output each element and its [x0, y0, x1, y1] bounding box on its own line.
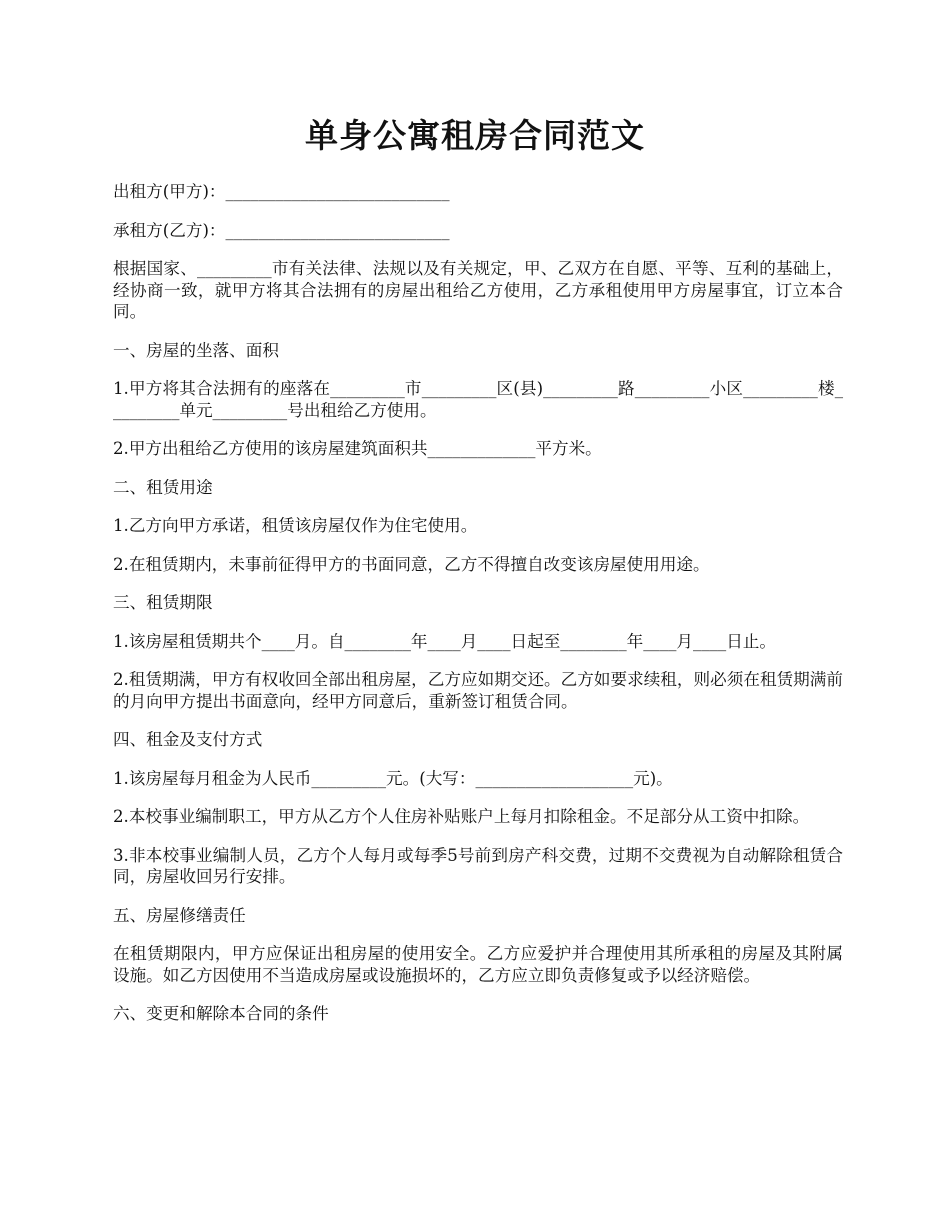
document-title: 单身公寓租房合同范文	[305, 116, 645, 155]
section-heading-location: 一、房屋的坐落、面积	[113, 340, 279, 360]
clause-rent-1: 1.该房屋每月租金为人民币_________元。(大写：___________________元)。	[113, 768, 673, 788]
section-heading-termination: 六、变更和解除本合同的条件	[113, 1004, 329, 1023]
clause-rent-2: 2.本校事业编制职工，甲方从乙方个人住房补贴账户上每月扣除租金。不足部分从工资中扣除。	[113, 807, 810, 826]
section-heading-purpose: 二、租赁用途	[113, 477, 213, 497]
clause-purpose-2: 2.在租赁期内，未事前征得甲方的书面同意，乙方不得擅自改变该房屋使用用途。	[113, 554, 710, 574]
section-heading-term: 三、租赁期限	[113, 593, 213, 612]
clause-term-2: 2.租赁期满，甲方有权收回全部出租房屋，乙方应如期交还。乙方如要求续租，则必须在租赁期满前的月向甲方提出书面意向，经甲方同意后，重新签订租赁合同。	[113, 670, 843, 711]
lessee-line: 承租方(乙方)：___________________________	[113, 220, 450, 240]
clause-location-2: 2.甲方出租给乙方使用的该房屋建筑面积共_____________平方米。	[113, 439, 602, 458]
clause-rent-3: 3.非本校事业编制人员，乙方个人每月或每季5号前到房产科交费，过期不交费视为自动解除租赁合同，房屋收回另行安排。	[113, 845, 843, 886]
section-heading-repair: 五、房屋修缮责任	[113, 905, 246, 925]
clause-term-1: 1.该房屋租赁期共个____月。自________年____月____日起至________年____月____日止。	[113, 631, 776, 651]
preamble-paragraph: 根据国家、_________市有关法律、法规以及有关规定，甲、乙双方在自愿、平等、互利的基础上，经协商一致，就甲方将其合法拥有的房屋出租给乙方使用，乙方承租使用甲方房屋事宜，订立本合同。	[113, 259, 843, 321]
clause-purpose-1: 1.乙方向甲方承诺，租赁该房屋仅作为住宅使用。	[113, 516, 478, 535]
section-heading-rent: 四、租金及支付方式	[113, 730, 263, 749]
document-body	[113, 181, 843, 1042]
lessor-line: 出租方(甲方)：___________________________	[113, 182, 450, 201]
clause-location-1: 1.甲方将其合法拥有的座落在_________市_________区(县)_________路_________小区_________楼_________单元_________号出租给乙方使用。	[113, 379, 843, 420]
clause-repair-1: 在租赁期限内，甲方应保证出租房屋的使用安全。乙方应爱护并合理使用其所承租的房屋及其附属设施。如乙方因使用不当造成房屋或设施损坏的，乙方应立即负责修复或予以经济赔偿。	[113, 944, 843, 985]
